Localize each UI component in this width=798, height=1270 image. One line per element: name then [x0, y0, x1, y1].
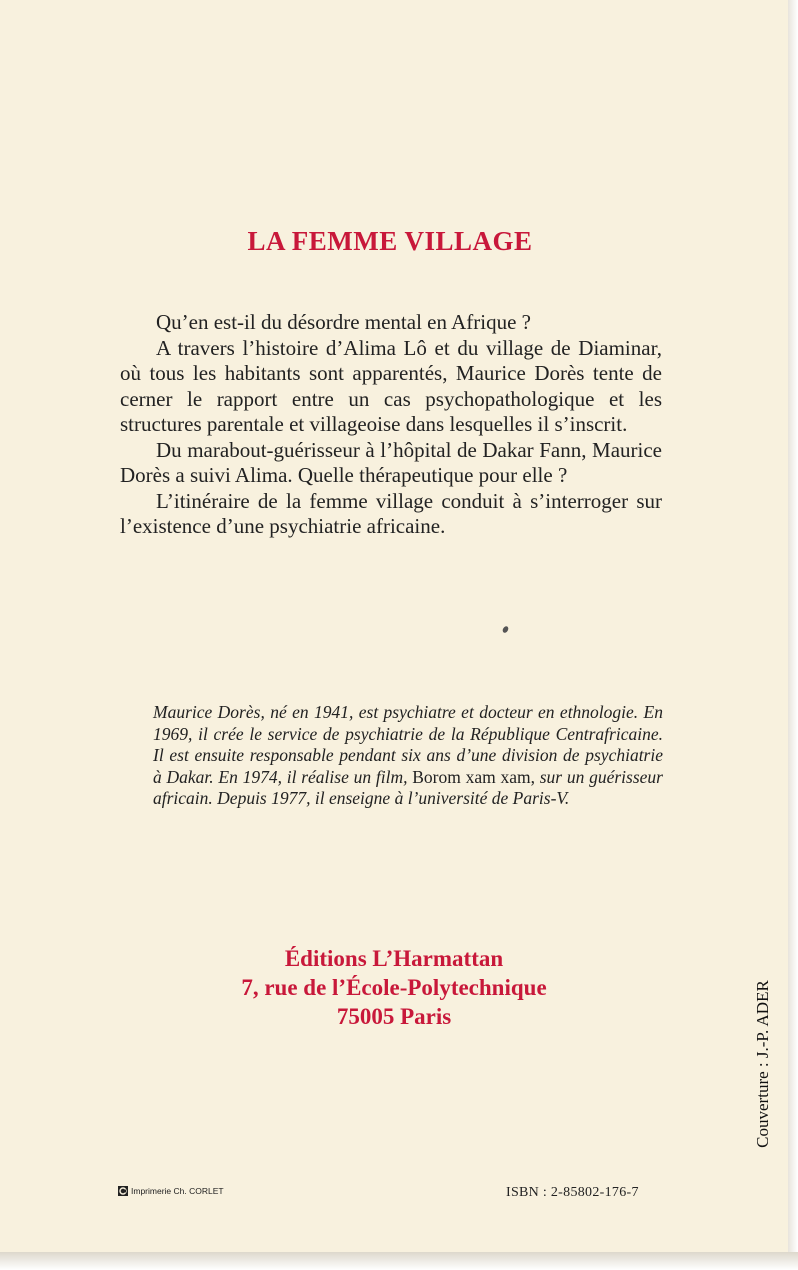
book-title: LA FEMME VILLAGE: [247, 226, 533, 256]
author-bio: [153, 702, 663, 810]
blurb-paragraph: Du marabout-guérisseur à l’hôpital de Dakar Fann, Maurice Dorès a suivi Alima. Quelle thérapeutique pour elle ?: [120, 437, 662, 487]
isbn: ISBN : 2-85802-176-7: [506, 1185, 639, 1200]
bio-text: Maurice Dorès, né en 1941, est psychiatre et docteur en ethnologie. En 1969, il crée le service de psychiatrie de la République Centrafricaine. Il est ensuite responsable pendant six ans d’une division de psychiatrie à Dakar. En 1974, il réalise un film,: [153, 702, 663, 787]
publisher-name: Éditions L’Harmattan: [284, 946, 504, 971]
blurb-paragraph: Qu’en est-il du désordre mental en Afrique ?: [156, 310, 531, 334]
printer-credit: [118, 1186, 224, 1196]
blurb-paragraph: L’itinéraire de la femme village conduit à s’interroger sur l’existence d’une psychiatrie africaine.: [120, 488, 662, 538]
cover-credit: Couverture : J.-P. ADER: [753, 980, 772, 1148]
publisher-street: 7, rue de l’École-Polytechnique: [241, 975, 547, 1000]
publisher-city: 75005 Paris: [336, 1004, 452, 1029]
bio-text: sur un guérisseur africain. Depuis 1977, il enseigne à l’université de Paris-V.: [153, 766, 663, 808]
page-edge-right: [788, 0, 798, 1270]
printer-name: Imprimerie Ch. CORLET: [131, 1186, 224, 1196]
blurb-paragraph: A travers l’histoire d’Alima Lô et du village de Diaminar, où tous les habitants sont apparentés, Maurice Dorès tente de cerner le rapport entre un cas psychopathologique et les structures parentale et villageoise dans lesquelles il s’inscrit.: [120, 335, 662, 436]
paper-speck: [502, 625, 510, 634]
page-edge-bottom: [0, 1252, 798, 1270]
publisher-block: [0, 944, 788, 1031]
copyright-logo-icon: [118, 1186, 128, 1196]
film-title: Borom xam xam,: [407, 766, 540, 787]
blurb: [120, 310, 662, 540]
